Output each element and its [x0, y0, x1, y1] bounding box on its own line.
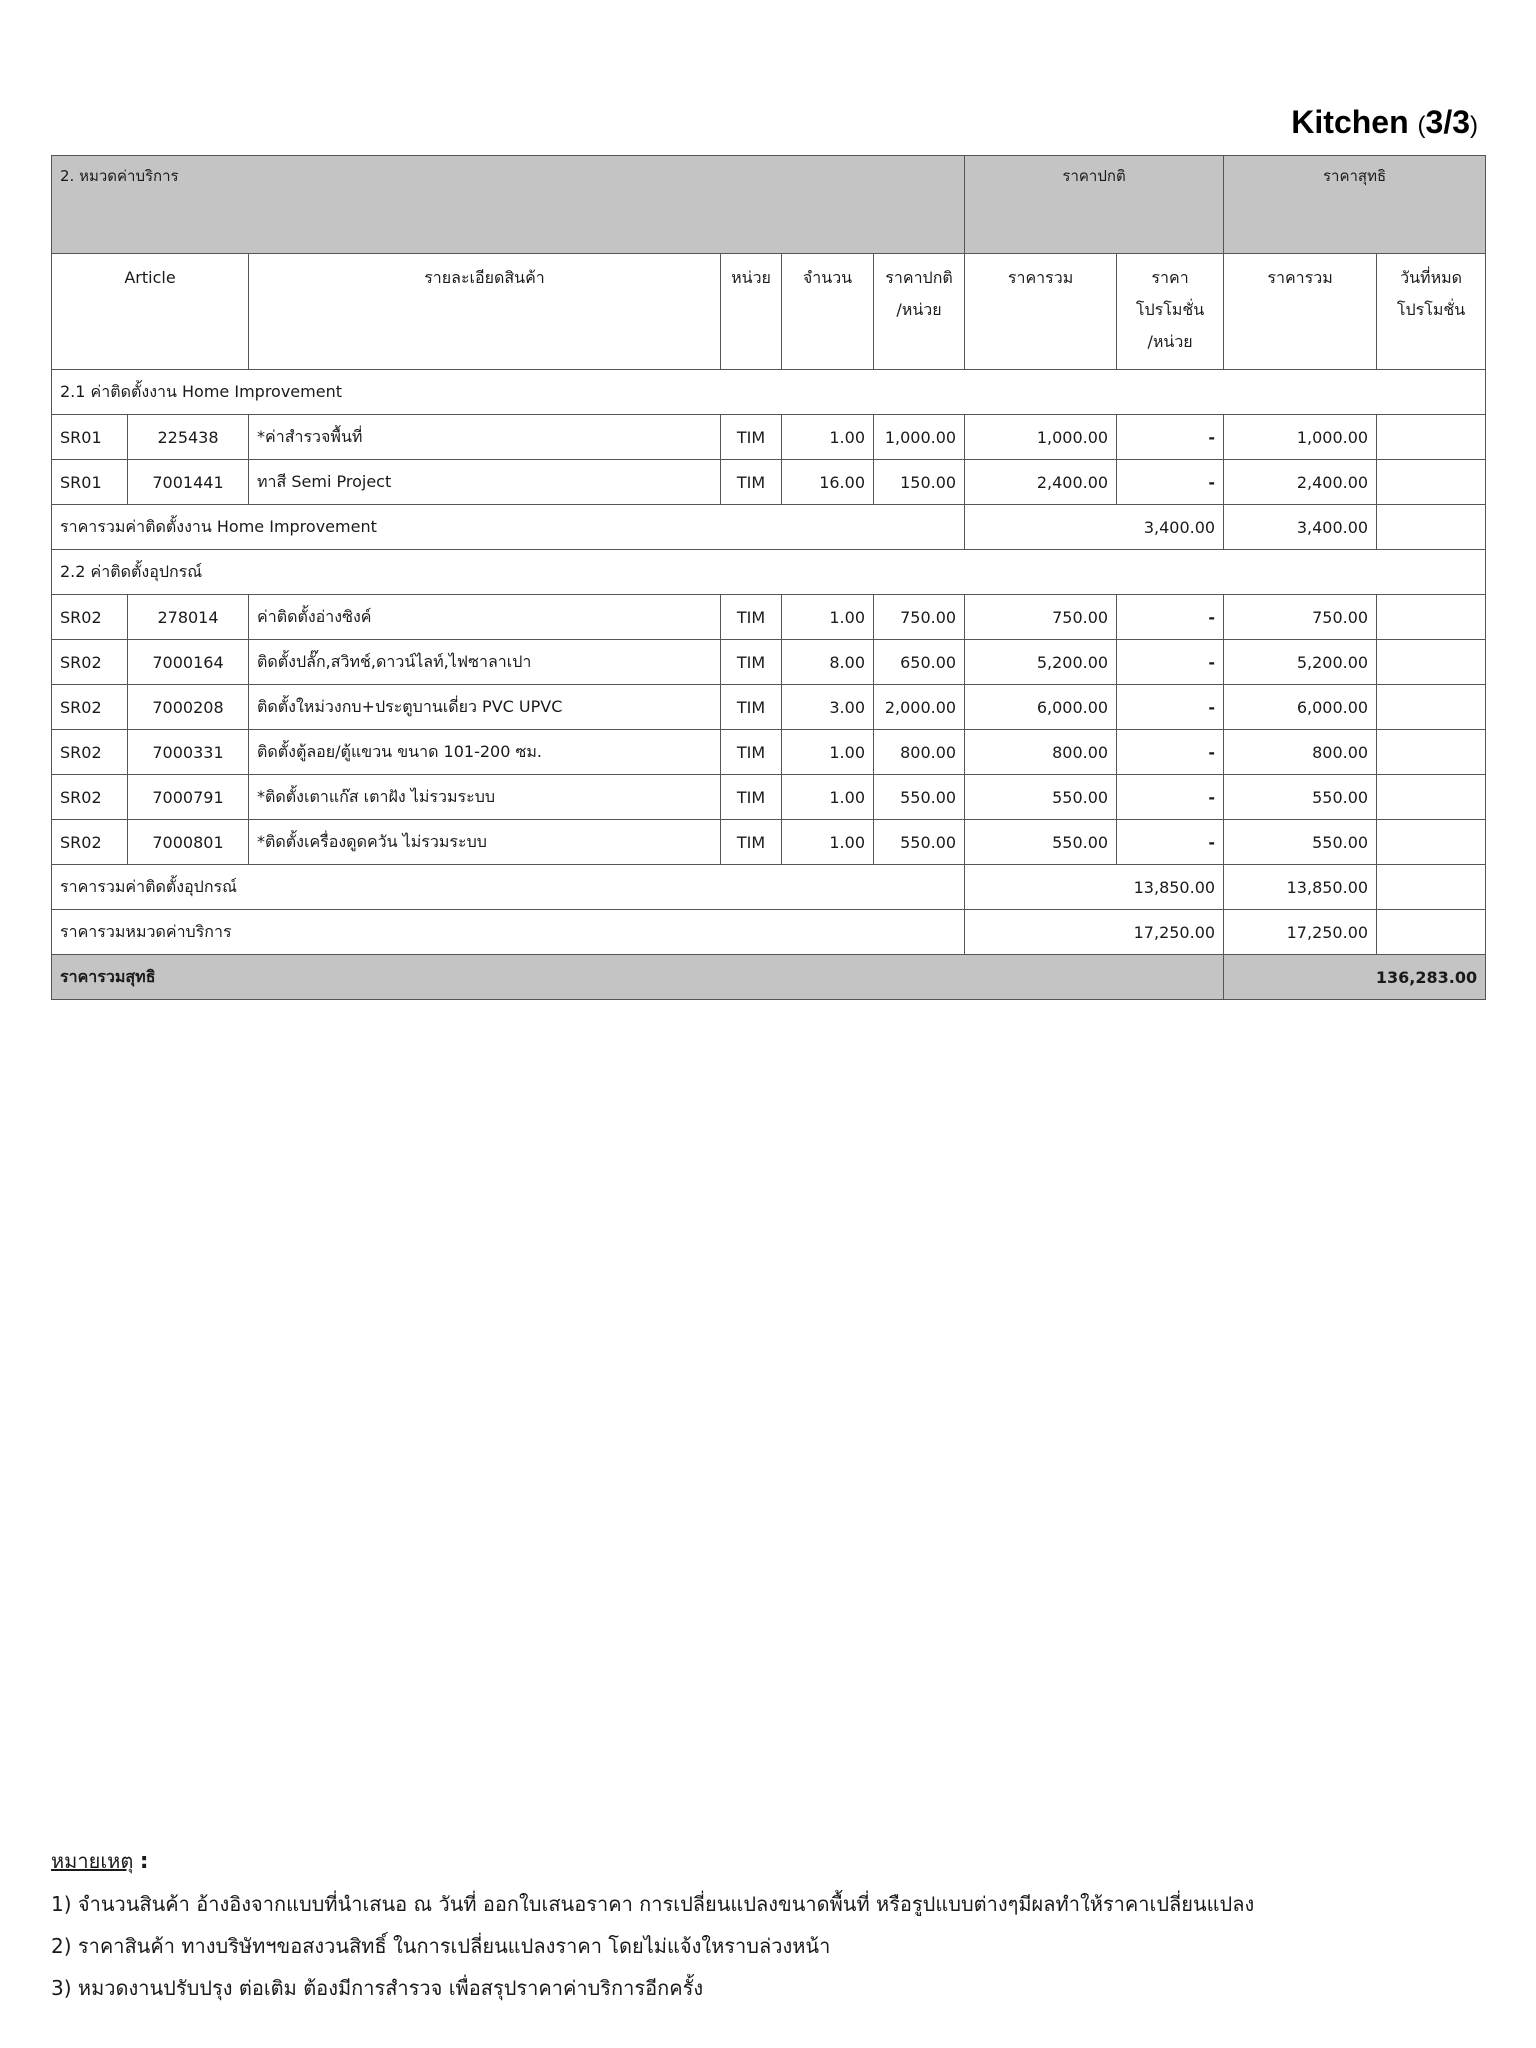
table-row: SR02 7000331 ติดตั้งตู้ลอย/ตู้แขวน ขนาด 101-200 ซม. TIM 1.00 800.00 800.00 - 800.00 [52, 730, 1486, 775]
title-close-paren: ) [1470, 112, 1478, 139]
subsection-header: 2.2 ค่าติดตั้งอุปกรณ์ [52, 550, 1486, 595]
notes-heading: หมายเหตุ : [51, 1849, 149, 1874]
col-article: Article [52, 254, 249, 370]
column-header-row [52, 254, 1486, 370]
table-row: SR01 7001441 ทาสี Semi Project TIM 16.00 150.00 2,400.00 - 2,400.00 [52, 460, 1486, 505]
col-promo-end-date: วันที่หมด โปรโมชั่น [1377, 254, 1486, 370]
title-open-paren: ( [1417, 112, 1426, 139]
table-row: SR01 225438 *ค่าสำรวจพื้นที่ TIM 1.00 1,000.00 1,000.00 - 1,000.00 [52, 415, 1486, 460]
subtotal-row: ราคารวมค่าติดตั้งอุปกรณ์ 13,850.00 13,850.00 [52, 865, 1486, 910]
col-promo-unit-price: ราคา โปรโมชั่น /หน่วย [1117, 254, 1224, 370]
title-part: 3/3 [1425, 104, 1470, 140]
group-net-price: ราคาสุทธิ [1224, 156, 1486, 254]
category-header-row [52, 156, 1486, 254]
table-row: SR02 7000208 ติดตั้งใหม่วงกบ+ประตูบานเดี่ยว PVC UPVC TIM 3.00 2,000.00 6,000.00 - 6,000.00 [52, 685, 1486, 730]
grand-total-value: 136,283.00 [1224, 955, 1486, 1000]
subtotal-row: ราคารวมค่าติดตั้งงาน Home Improvement 3,400.00 3,400.00 [52, 505, 1486, 550]
note-line: 3) หมวดงานปรับปรุง ต่อเติม ต้องมีการสำรวจ เพื่อสรุปราคาค่าบริการอีกครั้ง [51, 1976, 704, 2000]
col-regular-unit-price: ราคาปกติ /หน่วย [874, 254, 965, 370]
notes-section [51, 1840, 1491, 2009]
subsection-header: 2.1 ค่าติดตั้งงาน Home Improvement [52, 370, 1486, 415]
category-total-row: ราคารวมหมวดค่าบริการ 17,250.00 17,250.00 [52, 910, 1486, 955]
quotation-table [51, 155, 1486, 1000]
group-regular-price: ราคาปกติ [965, 156, 1224, 254]
table-row: SR02 7000801 *ติดตั้งเครื่องดูดควัน ไม่รวมระบบ TIM 1.00 550.00 550.00 - 550.00 [52, 820, 1486, 865]
page-title [1291, 104, 1478, 141]
col-regular-total: ราคารวม [965, 254, 1117, 370]
note-line: 1) จำนวนสินค้า อ้างอิงจากแบบที่นำเสนอ ณ วันที่ ออกใบเสนอราคา การเปลี่ยนแปลงขนาดพื้นที่ หรือรูปแบบต่างๆมีผลทำให้ราคาเปลี่ยนแปลง [51, 1892, 1255, 1916]
note-line: 2) ราคาสินค้า ทางบริษัทฯขอสงวนสิทธิ์ ในการเปลี่ยนแปลงราคา โดยไม่แจ้งใหราบล่วงหน้า [51, 1934, 831, 1958]
title-main: Kitchen [1291, 104, 1409, 140]
grand-total-row [52, 955, 1486, 1000]
table-row: SR02 7000164 ติดตั้งปลั๊ก,สวิทช์,ดาวน์ไลท์,ไฟซาลาเปา TIM 8.00 650.00 5,200.00 - 5,200.00 [52, 640, 1486, 685]
table-row: SR02 7000791 *ติดตั้งเตาแก๊ส เตาฝัง ไม่รวมระบบ TIM 1.00 550.00 550.00 - 550.00 [52, 775, 1486, 820]
col-description: รายละเอียดสินค้า [249, 254, 721, 370]
section-label: 2. หมวดค่าบริการ [52, 156, 965, 254]
col-qty: จำนวน [782, 254, 874, 370]
col-net-total: ราคารวม [1224, 254, 1377, 370]
col-unit: หน่วย [721, 254, 782, 370]
table-row: SR02 278014 ค่าติดตั้งอ่างซิงค์ TIM 1.00 750.00 750.00 - 750.00 [52, 595, 1486, 640]
grand-total-label: ราคารวมสุทธิ [52, 955, 1224, 1000]
